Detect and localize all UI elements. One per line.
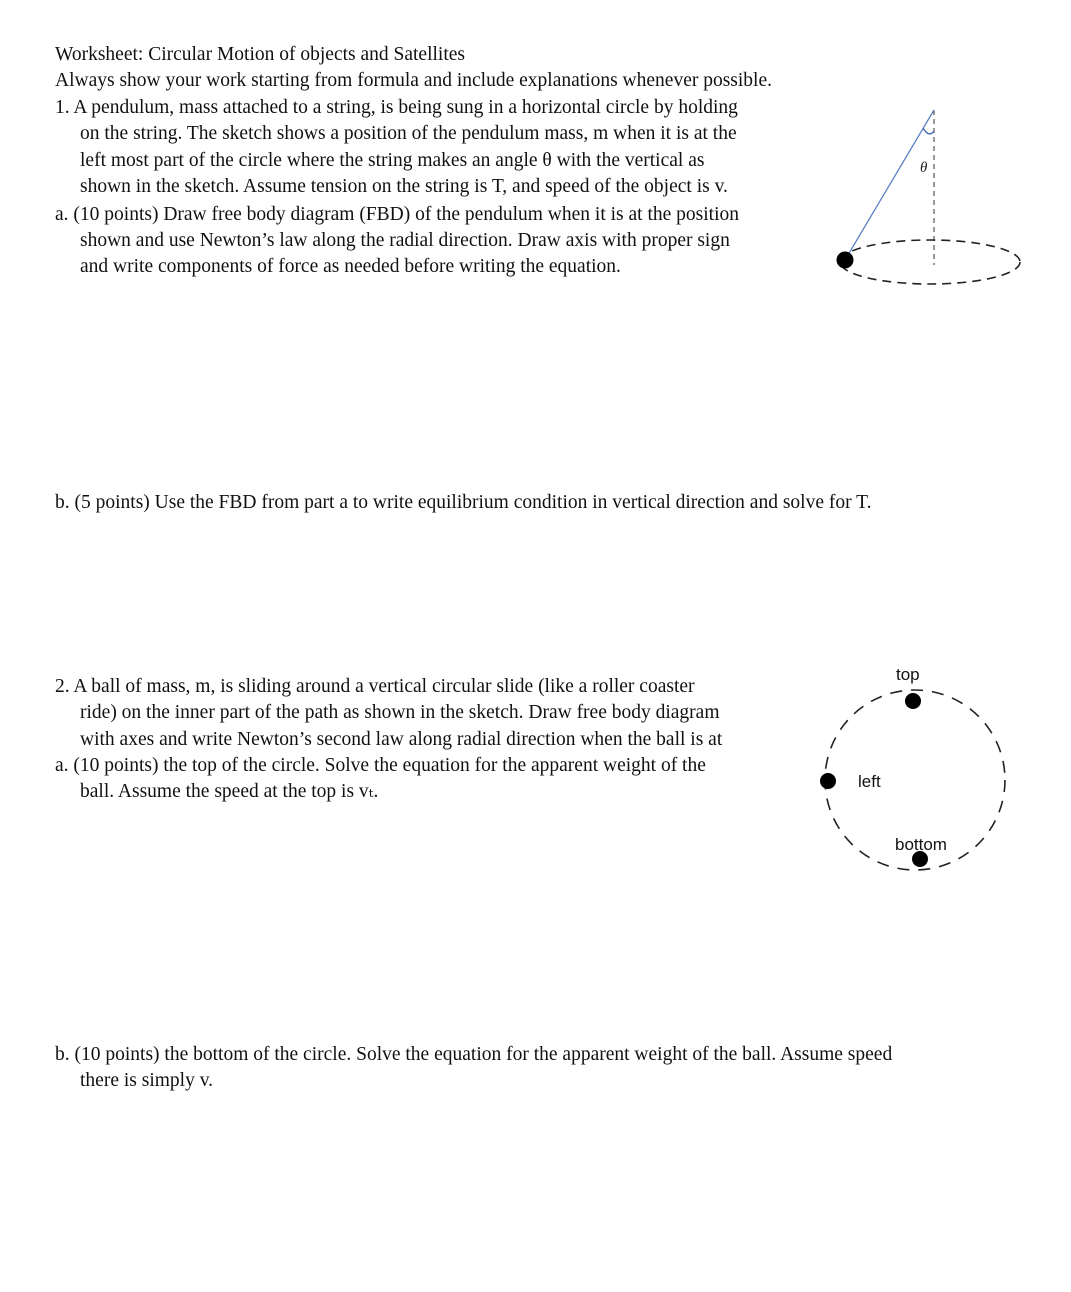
q1-line-4: shown in the sketch. Assume tension on the string is T, and speed of the object is v. (80, 176, 728, 197)
q2-line-1: 2. A ball of mass, m, is sliding around a vertical circular slide (like a roller coaster (55, 676, 695, 697)
vertical-circle-sketch (810, 655, 1030, 880)
q1-line-3: left most part of the circle where the string makes an angle θ with the vertical as (80, 150, 705, 171)
q2a-line-2: ball. Assume the speed at the top is vₜ. (80, 781, 379, 802)
pendulum-mass (837, 252, 854, 269)
pendulum-sketch (830, 100, 1030, 300)
q1-line-1: 1. A pendulum, mass attached to a string, is being sung in a horizontal circle by holding (55, 97, 738, 118)
ball-left (820, 773, 836, 789)
horizontal-circle-path (840, 240, 1020, 284)
q1-line-2: on the string. The sketch shows a position of the pendulum mass, m when it is at the (80, 123, 737, 144)
ball-top (905, 693, 921, 709)
q1a-line-3: and write components of force as needed before writing the equation. (80, 256, 621, 277)
angle-theta-label: θ (920, 160, 928, 176)
label-bottom: bottom (895, 835, 947, 854)
label-left: left (858, 772, 881, 791)
angle-arc (923, 128, 934, 134)
q2b-line-2: there is simply v. (80, 1070, 214, 1091)
instructions: Always show your work starting from formula and include explanations whenever possible. (55, 70, 773, 91)
q2-line-2: ride) on the inner part of the path as shown in the sketch. Draw free body diagram (80, 702, 720, 723)
q1a-line-1: a. (10 points) Draw free body diagram (FBD) of the pendulum when it is at the position (55, 204, 739, 225)
q2-line-3: with axes and write Newton’s second law along radial direction when the ball is at (80, 729, 723, 750)
q2a-line-1: a. (10 points) the top of the circle. Solve the equation for the apparent weight of the (55, 755, 706, 776)
label-top: top (896, 665, 920, 684)
q2b-line-1: b. (10 points) the bottom of the circle. Solve the equation for the apparent weight of the ball. Assume speed (55, 1044, 893, 1065)
pendulum-string (845, 110, 934, 260)
q1b-line: b. (5 points) Use the FBD from part a to write equilibrium condition in vertical direction and solve for T. (55, 492, 872, 513)
worksheet-title: Worksheet: Circular Motion of objects and Satellites (55, 44, 466, 65)
q1a-line-2: shown and use Newton’s law along the radial direction. Draw axis with proper sign (80, 230, 730, 251)
